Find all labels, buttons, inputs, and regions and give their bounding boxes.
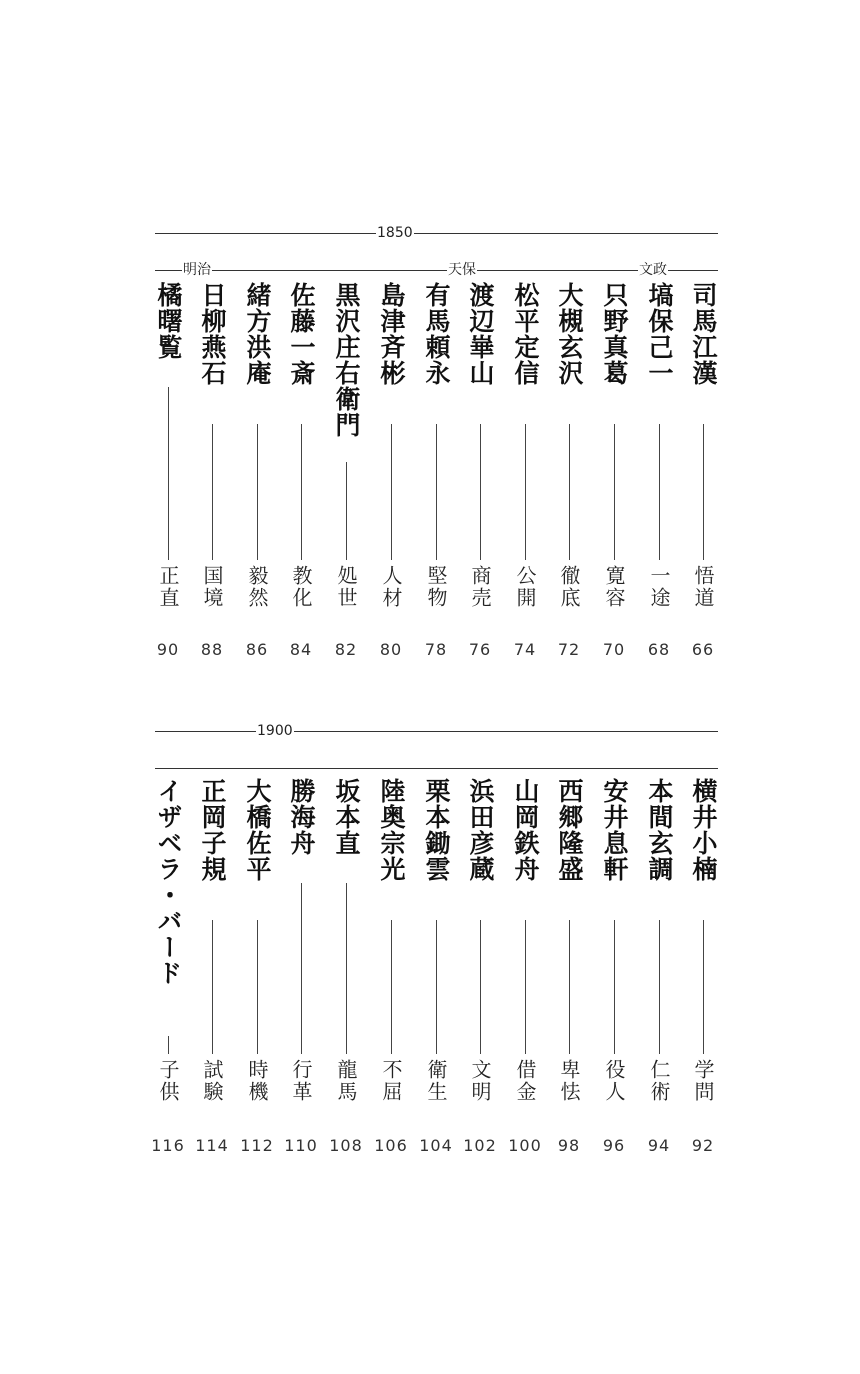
person-name[interactable]: 有馬頼永 xyxy=(422,282,451,386)
connector-line xyxy=(212,920,213,1054)
year-line-1850 xyxy=(155,233,718,234)
person-name[interactable]: 山岡鉄舟 xyxy=(511,778,540,882)
person-name[interactable]: 本間玄調 xyxy=(645,778,674,882)
connector-line xyxy=(391,424,392,560)
era-label-tenpo: 天保 xyxy=(448,262,476,278)
person-name[interactable]: 栗本鋤雲 xyxy=(422,778,451,882)
theme-text: 教化 xyxy=(289,565,313,609)
connector-line xyxy=(480,424,481,560)
theme-text: 徹底 xyxy=(557,565,581,609)
theme-text: 試験 xyxy=(200,1059,224,1103)
year-label-1850: 1850 xyxy=(377,225,413,241)
theme-text: 毅然 xyxy=(245,565,269,609)
person-name[interactable]: 大槻玄沢 xyxy=(555,282,584,386)
connector-line xyxy=(659,920,660,1054)
connector-line xyxy=(391,920,392,1054)
theme-text: 堅物 xyxy=(424,565,448,609)
connector-line xyxy=(346,883,347,1054)
page-number: 98 xyxy=(557,1136,581,1155)
connector-line xyxy=(436,424,437,560)
person-name[interactable]: 坂本直 xyxy=(332,778,361,856)
theme-text: 龍馬 xyxy=(334,1059,358,1103)
page-number: 80 xyxy=(379,640,403,659)
person-name[interactable]: 塙保己一 xyxy=(645,282,674,386)
theme-text: 役人 xyxy=(602,1059,626,1103)
page-number: 114 xyxy=(195,1136,229,1155)
page-number: 84 xyxy=(289,640,313,659)
person-name[interactable]: 勝海舟 xyxy=(287,778,316,856)
page-number: 96 xyxy=(602,1136,626,1155)
connector-line xyxy=(525,424,526,560)
person-name[interactable]: 安井息軒 xyxy=(600,778,629,882)
connector-line xyxy=(212,424,213,560)
page-number: 100 xyxy=(508,1136,542,1155)
theme-text: 子供 xyxy=(156,1059,180,1103)
page-number: 106 xyxy=(374,1136,408,1155)
connector-line xyxy=(569,920,570,1054)
theme-text: 処世 xyxy=(334,565,358,609)
theme-text: 商売 xyxy=(468,565,492,609)
person-name[interactable]: 大橋佐平 xyxy=(243,778,272,882)
person-name[interactable]: 渡辺崋山 xyxy=(466,282,495,386)
theme-text: 不屈 xyxy=(379,1059,403,1103)
page-number: 102 xyxy=(463,1136,497,1155)
person-name[interactable]: 島津斉彬 xyxy=(377,282,406,386)
page-number: 110 xyxy=(284,1136,318,1155)
year-label-1900: 1900 xyxy=(257,723,293,739)
theme-text: 卑怯 xyxy=(557,1059,581,1103)
connector-line xyxy=(257,424,258,560)
person-name[interactable]: 正岡子規 xyxy=(198,778,227,882)
theme-text: 一途 xyxy=(647,565,671,609)
page-number: 70 xyxy=(602,640,626,659)
theme-text: 借金 xyxy=(513,1059,537,1103)
person-name[interactable]: 日柳燕石 xyxy=(198,282,227,386)
theme-text: 行革 xyxy=(289,1059,313,1103)
era-line-1850 xyxy=(155,270,718,271)
era-line-1900 xyxy=(155,768,718,769)
page-number: 108 xyxy=(329,1136,363,1155)
theme-text: 文明 xyxy=(468,1059,492,1103)
page-number: 94 xyxy=(647,1136,671,1155)
era-label-bunsei: 文政 xyxy=(639,262,667,278)
page-number: 74 xyxy=(513,640,537,659)
person-name[interactable]: 浜田彦蔵 xyxy=(466,778,495,882)
person-name[interactable]: 緒方洪庵 xyxy=(243,282,272,386)
page-number: 78 xyxy=(424,640,448,659)
connector-line xyxy=(525,920,526,1054)
page-number: 86 xyxy=(245,640,269,659)
theme-text: 寛容 xyxy=(602,565,626,609)
connector-line xyxy=(569,424,570,560)
connector-line xyxy=(614,424,615,560)
connector-line xyxy=(436,920,437,1054)
page-number: 72 xyxy=(557,640,581,659)
connector-line xyxy=(301,883,302,1054)
page-number: 66 xyxy=(691,640,715,659)
person-name[interactable]: 佐藤一斎 xyxy=(287,282,316,386)
connector-line xyxy=(480,920,481,1054)
person-name[interactable]: 西郷隆盛 xyxy=(555,778,584,882)
theme-text: 公開 xyxy=(513,565,537,609)
person-name[interactable]: 松平定信 xyxy=(511,282,540,386)
person-name[interactable]: 橘曙覧 xyxy=(154,282,183,360)
page-number: 112 xyxy=(240,1136,274,1155)
connector-line xyxy=(346,462,347,560)
theme-text: 国境 xyxy=(200,565,224,609)
theme-text: 衛生 xyxy=(424,1059,448,1103)
page-number: 82 xyxy=(334,640,358,659)
page-number: 68 xyxy=(647,640,671,659)
era-label-meiji: 明治 xyxy=(183,262,211,278)
theme-text: 時機 xyxy=(245,1059,269,1103)
theme-text: 学問 xyxy=(691,1059,715,1103)
connector-line xyxy=(703,920,704,1054)
connector-line xyxy=(257,920,258,1054)
page-number: 90 xyxy=(156,640,180,659)
theme-text: 正直 xyxy=(156,565,180,609)
person-name[interactable]: 司馬江漢 xyxy=(689,282,718,386)
connector-line xyxy=(168,1036,169,1054)
page-number: 104 xyxy=(419,1136,453,1155)
theme-text: 人材 xyxy=(379,565,403,609)
year-line-1900 xyxy=(155,731,718,732)
person-name[interactable]: 黒沢庄右衛門 xyxy=(332,282,361,438)
theme-text: 仁術 xyxy=(647,1059,671,1103)
connector-line xyxy=(168,387,169,560)
connector-line xyxy=(703,424,704,560)
page-number: 92 xyxy=(691,1136,715,1155)
person-name[interactable]: 横井小楠 xyxy=(689,778,718,882)
connector-line xyxy=(301,424,302,560)
person-name[interactable]: 只野真葛 xyxy=(600,282,629,386)
theme-text: 悟道 xyxy=(691,565,715,609)
person-name[interactable]: 陸奥宗光 xyxy=(377,778,406,882)
connector-line xyxy=(614,920,615,1054)
person-name[interactable]: イザベラ・バード xyxy=(154,778,183,986)
page-number: 116 xyxy=(151,1136,185,1155)
page-number: 88 xyxy=(200,640,224,659)
page-number: 76 xyxy=(468,640,492,659)
connector-line xyxy=(659,424,660,560)
